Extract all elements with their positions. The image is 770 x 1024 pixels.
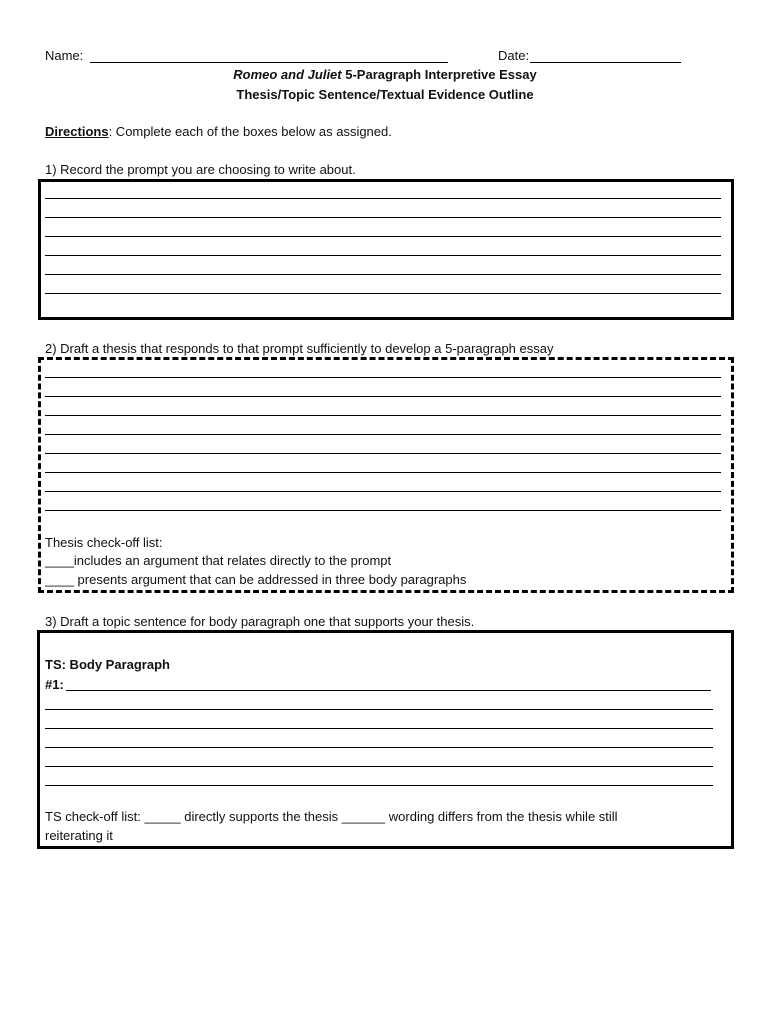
- prompt-box[interactable]: [38, 179, 734, 320]
- writing-line: [45, 217, 721, 218]
- writing-line: [45, 728, 713, 729]
- writing-line: [45, 747, 713, 748]
- section3-prompt: 3) Draft a topic sentence for body paragraph one that supports your thesis.: [45, 614, 475, 629]
- title-rest: 5-Paragraph Interpretive Essay: [341, 67, 537, 82]
- section1-prompt: 1) Record the prompt you are choosing to write about.: [45, 162, 356, 177]
- ts-checklist-prefix: TS check-off list:: [45, 809, 145, 824]
- writing-line: [45, 415, 721, 416]
- writing-line: [45, 198, 721, 199]
- writing-line: [45, 453, 721, 454]
- directions: [45, 124, 392, 139]
- thesis-checklist-title: Thesis check-off list:: [45, 535, 163, 550]
- writing-line: [45, 766, 713, 767]
- title-italic: Romeo and Juliet: [233, 67, 342, 82]
- writing-line: [45, 255, 721, 256]
- document-title: [0, 67, 770, 82]
- writing-line: [45, 472, 721, 473]
- writing-line: [45, 785, 713, 786]
- name-label: Name:: [45, 48, 84, 63]
- writing-line: [45, 236, 721, 237]
- check-blank[interactable]: ____: [45, 553, 74, 568]
- ts-checklist-continued: reiterating it: [45, 828, 113, 843]
- check-text: presents argument that can be addressed in three body paragraphs: [73, 572, 467, 587]
- check-blank[interactable]: ____: [45, 572, 74, 587]
- writing-line: [45, 293, 721, 294]
- check-text: includes an argument that relates directly to the prompt: [73, 553, 392, 568]
- ts-checklist: [45, 809, 618, 824]
- date-field[interactable]: [530, 62, 681, 63]
- thesis-check-item-2: [45, 572, 466, 587]
- writing-line: [45, 491, 721, 492]
- thesis-check-item-1: [45, 553, 391, 568]
- writing-line: [45, 396, 721, 397]
- directions-label: Directions: [45, 124, 109, 139]
- date-label: Date:: [498, 48, 530, 63]
- writing-line: [45, 377, 721, 378]
- directions-text: : Complete each of the boxes below as assigned.: [108, 124, 392, 139]
- ts-number: #1:: [45, 677, 64, 692]
- check-text: wording differs from the thesis while still: [385, 809, 618, 824]
- writing-line: [45, 274, 721, 275]
- ts-heading: TS: Body Paragraph: [45, 657, 170, 672]
- check-blank[interactable]: _____: [144, 809, 181, 824]
- section2-prompt: 2) Draft a thesis that responds to that prompt sufficiently to develop a 5-paragraph essay: [45, 341, 554, 356]
- writing-line: [45, 510, 721, 511]
- document-subtitle: Thesis/Topic Sentence/Textual Evidence Outline: [236, 87, 534, 102]
- check-blank[interactable]: ______: [341, 809, 386, 824]
- writing-line: [66, 690, 711, 691]
- writing-line: [45, 709, 713, 710]
- check-text: directly supports the thesis: [180, 809, 342, 824]
- writing-line: [45, 434, 721, 435]
- name-field[interactable]: [90, 62, 448, 63]
